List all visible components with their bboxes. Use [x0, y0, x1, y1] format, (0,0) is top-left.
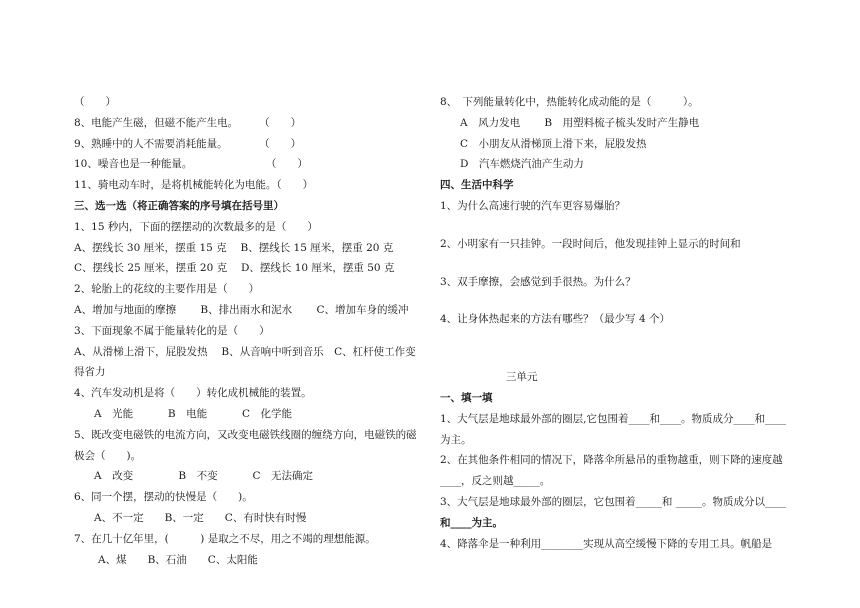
fill-question-2: 2、在其他条件相同的情况下，降落伞所悬吊的重物越重，则下降的速度越 — [440, 454, 783, 467]
fill-question-4: 4、降落伞是一种利用________实现从高空缓慢下降的专用工具。帆船是 — [440, 537, 773, 550]
fill-question-2-cont: ____，反之则越_____。 — [440, 475, 551, 488]
judge-question-9: 9、熟睡中的人不需要消耗能量。 （ ） — [74, 137, 302, 150]
choice-options-3: A、从滑梯上滑下，屁股发热 B、从音响中听到音乐 C、杠杆使工作变 — [74, 345, 416, 358]
unit-title: 三单元 — [506, 371, 538, 384]
choice-question-3: 3、下面现象不属于能量转化的是（ ） — [74, 324, 270, 337]
choice-question-4: 4、汽车发动机是将（ ）转化成机械能的装置。 — [74, 387, 312, 400]
judge-question-11: 11、骑电动车时，是将机械能转化为电能。（ ） — [74, 179, 314, 192]
fill-section-title: 一、填一填 — [440, 391, 493, 404]
choice-question-5: 5、既改变电磁铁的电流方向，又改变电磁铁线圈的缠绕方向，电磁铁的磁 — [74, 428, 417, 441]
choice-options-1-cd: C、摆线长 25 厘米，摆重 20 克 D、摆线长 10 厘米，摆重 50 克 — [74, 262, 395, 275]
choice-question-5-cont: 极会（ )。 — [74, 449, 142, 462]
choice-options-6: A、不一定 B、一定 C、有时快有时慢 — [94, 511, 307, 524]
choice-options-7: A、煤 B、石油 C、太阳能 — [98, 553, 258, 566]
life-question-1: 1、为什么高速行驶的汽车更容易爆胎？ — [440, 199, 626, 212]
choice-options-1-ab: A、摆线长 30 厘米，摆重 15 克 B、摆线长 15 厘米，摆重 20 克 — [74, 241, 394, 254]
choice-options-8-a: A 风力发电 B 用塑料梳子梳头发时产生静电 — [460, 116, 700, 129]
judge-question-8: 8、电能产生磁，但磁不能产生电。 （ ） — [74, 116, 302, 129]
life-question-2: 2、小明家有一只挂钟。一段时间后，他发现挂钟上显示的时间和 — [440, 237, 741, 250]
choice-options-8-d: D 汽车燃烧汽油产生动力 — [460, 158, 584, 171]
fill-question-1: 1、大气层是地球最外部的圈层,它包围着____和____。物质成分____和____ — [440, 412, 787, 425]
left-column — [74, 92, 430, 570]
fill-question-3: 3、大气层是地球最外部的圈层，它包围着_____和 _____。物质成分以____ — [440, 495, 787, 508]
choice-options-8-c: C 小朋友从滑梯顶上滑下来，屁股发热 — [460, 137, 647, 150]
answer-paren: （ ） — [74, 96, 116, 108]
life-question-4: 4、让身体热起来的方法有哪些？（最少写 4 个） — [440, 313, 671, 326]
choice-options-4: A 光能 B 电能 C 化学能 — [94, 407, 293, 420]
choice-question-2: 2、轮胎上的花纹的主要作用是（ ） — [74, 283, 260, 296]
life-question-3: 3、双手摩擦，会感觉到手很热。为什么？ — [440, 275, 636, 288]
choice-options-2: A、增加与地面的摩擦 B、排出雨水和泥水 C、增加车身的缓冲 — [74, 303, 409, 316]
choice-options-5: A 改变 B 不变 C 无法确定 — [94, 470, 314, 483]
right-column — [440, 92, 794, 554]
choice-question-7: 7、在几十亿年里，( ) 是取之不尽，用之不竭的理想能源。 — [74, 532, 376, 545]
choice-question-1: 1、15 秒内，下面的摆摆动的次数最多的是（ ） — [74, 220, 318, 233]
fill-question-1-cont: 为主。 — [440, 433, 472, 446]
section-4-title: 四、生活中科学 — [440, 179, 514, 192]
fill-question-3-cont: 和____为主。 — [440, 516, 503, 529]
choice-options-3-cont: 得省力 — [74, 366, 106, 379]
choice-question-8: 8、 下列能量转化中，热能转化成动能的是（ ）。 — [440, 96, 699, 108]
section-3-title: 三、选一选（将正确答案的序号填在括号里） — [74, 199, 284, 212]
judge-question-10: 10、噪音也是一种能量。 （ ） — [74, 158, 308, 171]
choice-question-6: 6、同一个摆，摆动的快慢是（ )。 — [74, 491, 253, 504]
